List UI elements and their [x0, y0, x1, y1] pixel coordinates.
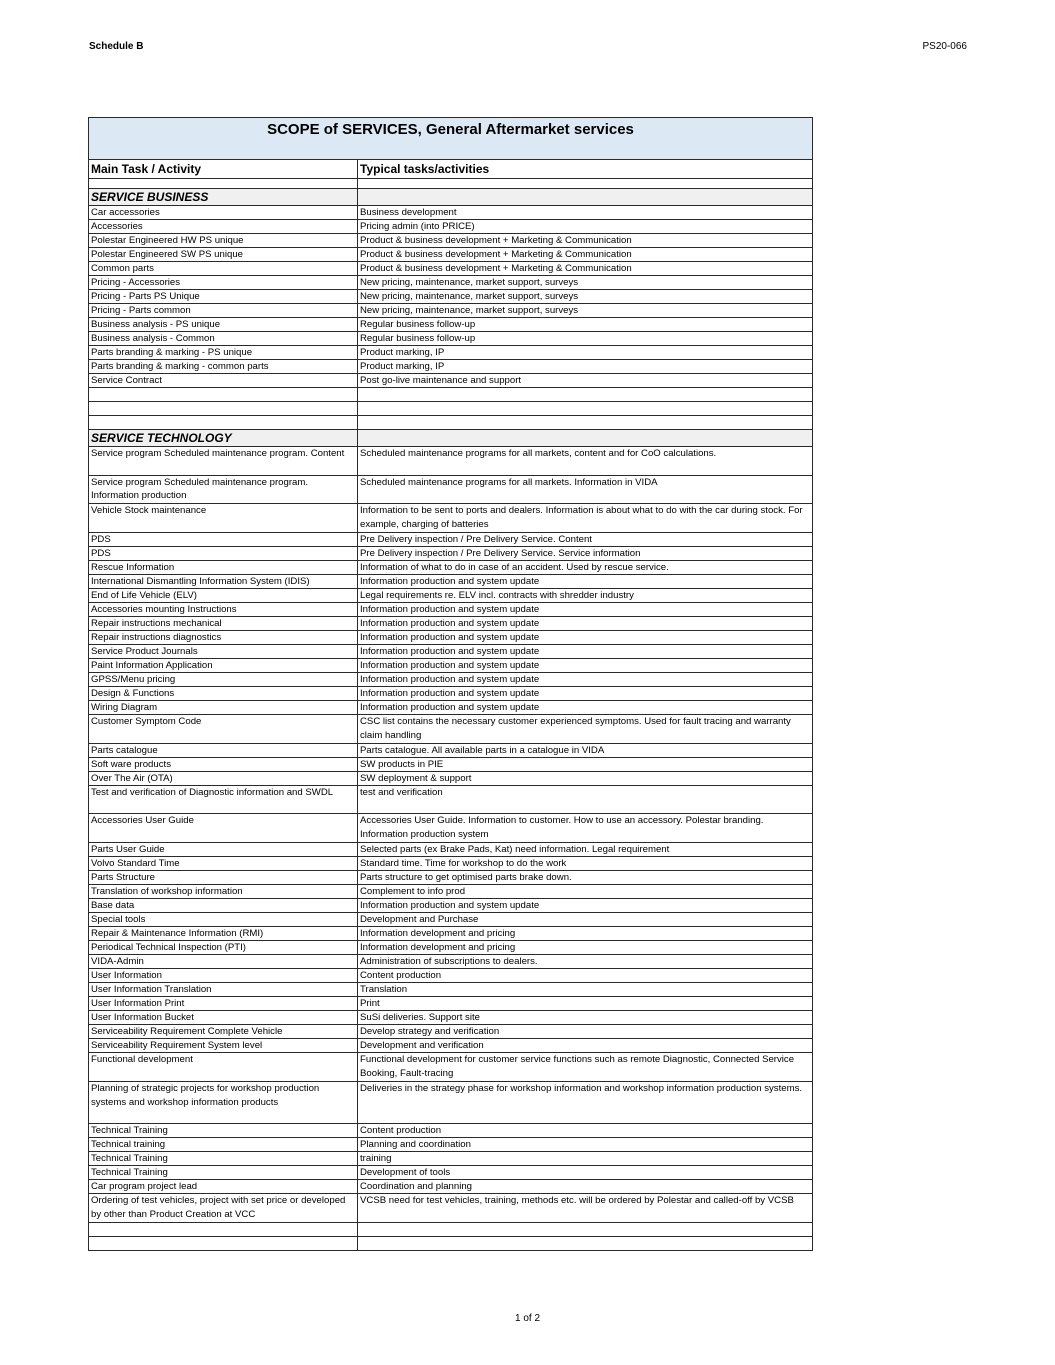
typical-task-cell: Information production and system update: [360, 688, 540, 700]
typical-task-cell: Pre Delivery inspection / Pre Delivery Service. Service information: [360, 548, 641, 560]
table-row: [89, 1138, 812, 1152]
typical-task-cell: training: [360, 1153, 392, 1165]
main-task-cell: Serviceability Requirement Complete Vehicle: [89, 1025, 358, 1038]
main-task-cell: Pricing - Parts common: [89, 304, 358, 317]
typical-task-cell: SW deployment & support: [360, 772, 472, 784]
typical-task-cell: Regular business follow-up: [360, 319, 476, 330]
table-row: [89, 1082, 812, 1125]
table-row: [89, 941, 812, 955]
main-task-cell: Parts Structure: [89, 871, 358, 884]
table-row: [89, 659, 812, 673]
typical-task-cell: Information production and system update: [360, 674, 540, 686]
document-number: PS20-066: [922, 41, 967, 52]
typical-task-cell: Pricing admin (into PRICE): [360, 221, 475, 232]
typical-task-cell: New pricing, maintenance, market support, surveys: [360, 277, 579, 288]
typical-task-cell: Functional development for customer service functions such as remote Diagnostic, Connected Service Booking, Fault-tracing: [360, 1054, 795, 1079]
typical-task-cell: [358, 1237, 812, 1250]
typical-task-cell: SuSi deliveries. Support site: [360, 1012, 480, 1024]
table-row: [89, 1025, 812, 1039]
main-task-cell: Accessories User Guide: [89, 814, 358, 842]
table-row: [89, 843, 812, 857]
table-row: [89, 248, 812, 262]
typical-task-cell: Information production and system update: [360, 576, 540, 588]
typical-task-cell: test and verification: [360, 786, 443, 798]
typical-task-cell: Content production: [360, 1125, 442, 1137]
typical-task-cell: Information production and system update: [360, 604, 540, 616]
column-header-typical: Typical tasks/activities: [360, 162, 490, 176]
typical-task-cell: Regular business follow-up: [360, 333, 476, 344]
table-row: [89, 786, 812, 815]
table-row: [89, 346, 812, 360]
typical-task-cell: Information production and system update: [360, 646, 540, 658]
main-task-cell: Car program project lead: [89, 1180, 358, 1193]
typical-task-cell: VCSB need for test vehicles, training, methods etc. will be ordered by Polestar and called-off by VCSB: [360, 1195, 794, 1207]
main-task-cell: Technical Training: [89, 1152, 358, 1165]
column-header-row: [89, 160, 812, 179]
main-task-cell: VIDA-Admin: [89, 955, 358, 968]
main-task-cell: Car accessories: [89, 206, 358, 219]
table-row: [89, 885, 812, 899]
typical-task-cell: Information production and system update: [360, 900, 540, 912]
main-task-cell: Business analysis - Common: [89, 332, 358, 345]
typical-task-cell: Standard time. Time for workshop to do the work: [360, 858, 567, 870]
typical-task-cell: [358, 416, 812, 429]
typical-task-cell: [358, 388, 812, 401]
table-row: [89, 234, 812, 248]
main-task-cell: Paint Information Application: [89, 659, 358, 672]
table-row: [89, 402, 812, 416]
table-row: [89, 332, 812, 346]
table-row: [89, 631, 812, 645]
table-row: [89, 673, 812, 687]
typical-task-cell: Planning and coordination: [360, 1139, 471, 1151]
table-row: [89, 504, 812, 533]
table-row: [89, 687, 812, 701]
typical-task-cell: Information development and pricing: [360, 928, 516, 940]
main-task-cell: Translation of workshop information: [89, 885, 358, 898]
table-row: [89, 1237, 812, 1250]
table-row: [89, 533, 812, 547]
typical-task-cell: Development and Purchase: [360, 914, 479, 926]
main-task-cell: Pricing - Accessories: [89, 276, 358, 289]
column-header-main: Main Task / Activity: [89, 160, 358, 178]
main-task-cell: PDS: [89, 533, 358, 546]
typical-task-cell: Product & business development + Marketing & Communication: [360, 263, 632, 274]
typical-task-cell: Business development: [360, 207, 457, 218]
main-task-cell: Business analysis - PS unique: [89, 318, 358, 331]
section-title: SERVICE TECHNOLOGY: [89, 430, 358, 446]
table-row: [89, 304, 812, 318]
typical-task-cell: Development and verification: [360, 1040, 484, 1052]
main-task-cell: Serviceability Requirement System level: [89, 1039, 358, 1052]
main-task-cell: Service program Scheduled maintenance program. Content: [89, 447, 358, 475]
schedule-label: Schedule B: [89, 41, 144, 52]
main-task-cell: Parts catalogue: [89, 744, 358, 757]
main-task-cell: International Dismantling Information System (IDIS): [89, 575, 358, 588]
main-task-cell: Polestar Engineered HW PS unique: [89, 234, 358, 247]
typical-task-cell: Information production and system update: [360, 618, 540, 630]
table-row: [89, 1053, 812, 1082]
table-row: [89, 744, 812, 758]
main-task-cell: Parts branding & marking - common parts: [89, 360, 358, 373]
main-task-cell: Rescue Information: [89, 561, 358, 574]
main-task-cell: Over The Air (OTA): [89, 772, 358, 785]
typical-task-cell: Content production: [360, 970, 442, 982]
table-row: [89, 814, 812, 843]
typical-task-cell: [358, 402, 812, 415]
table-row: [89, 1011, 812, 1025]
typical-task-cell: Information of what to do in case of an accident. Used by rescue service.: [360, 562, 669, 574]
typical-task-cell: Information production and system update: [360, 660, 540, 672]
main-task-cell: Vehicle Stock maintenance: [89, 504, 358, 532]
typical-task-cell: Print: [360, 998, 380, 1010]
main-task-cell: Volvo Standard Time: [89, 857, 358, 870]
table-row: [89, 1194, 812, 1223]
main-task-cell: Service Contract: [89, 374, 358, 387]
main-task-cell: End of Life Vehicle (ELV): [89, 589, 358, 602]
table-row: [89, 1039, 812, 1053]
table-row: [89, 262, 812, 276]
main-task-cell: Repair & Maintenance Information (RMI): [89, 927, 358, 940]
table-row: [89, 206, 812, 220]
main-task-cell: Accessories mounting Instructions: [89, 603, 358, 616]
typical-task-cell: Information development and pricing: [360, 942, 516, 954]
table-row: [89, 290, 812, 304]
typical-task-cell: Product marking, IP: [360, 361, 445, 372]
table-row: [89, 1152, 812, 1166]
main-task-cell: Functional development: [89, 1053, 358, 1081]
typical-task-cell: New pricing, maintenance, market support, surveys: [360, 291, 579, 302]
typical-task-cell: Administration of subscriptions to dealers.: [360, 956, 538, 968]
main-task-cell: Polestar Engineered SW PS unique: [89, 248, 358, 261]
table-row: [89, 913, 812, 927]
table-row: [89, 857, 812, 871]
table-row: [89, 416, 812, 430]
typical-task-cell: Scheduled maintenance programs for all markets. Information in VIDA: [360, 476, 658, 488]
table-row: [89, 1124, 812, 1138]
typical-task-cell: Parts catalogue. All available parts in a catalogue in VIDA: [360, 744, 605, 756]
table-row: [89, 318, 812, 332]
main-task-cell: Customer Symptom Code: [89, 715, 358, 743]
main-task-cell: [89, 1237, 358, 1250]
table-row: [89, 561, 812, 575]
typical-task-cell: Accessories User Guide. Information to customer. How to use an accessory. Polestar branding. Information production system: [360, 815, 764, 841]
typical-task-cell: Product marking, IP: [360, 347, 445, 358]
scope-table: [88, 117, 813, 1251]
table-row: [89, 374, 812, 388]
main-task-cell: Service program Scheduled maintenance program. Information production: [89, 476, 358, 504]
typical-task-cell: Translation: [360, 984, 408, 996]
table-row: [89, 360, 812, 374]
table-row: [89, 1180, 812, 1194]
table-row: [89, 276, 812, 290]
main-task-cell: User Information Print: [89, 997, 358, 1010]
main-task-cell: Soft ware products: [89, 758, 358, 771]
table-row: [89, 899, 812, 913]
table-row: [89, 983, 812, 997]
typical-task-cell: Legal requirements re. ELV incl. contracts with shredder industry: [360, 590, 634, 602]
typical-task-cell: Develop strategy and verification: [360, 1026, 500, 1038]
table-row: [89, 715, 812, 744]
table-row: [89, 1223, 812, 1237]
table-row: [89, 701, 812, 715]
main-task-cell: Service Product Journals: [89, 645, 358, 658]
main-task-cell: Wiring Diagram: [89, 701, 358, 714]
main-task-cell: Technical Training: [89, 1124, 358, 1137]
typical-task-cell: Development of tools: [360, 1167, 451, 1179]
main-task-cell: Base data: [89, 899, 358, 912]
main-task-cell: Test and verification of Diagnostic information and SWDL: [89, 786, 358, 814]
table-row: [89, 969, 812, 983]
main-task-cell: Repair instructions diagnostics: [89, 631, 358, 644]
typical-task-cell: Information to be sent to ports and dealers. Information is about what to do with the car during stock. For example, charging of batteries: [360, 505, 803, 531]
table-row: [89, 447, 812, 476]
table-row: [89, 388, 812, 402]
main-task-cell: Special tools: [89, 913, 358, 926]
table-row: [89, 1166, 812, 1180]
main-task-cell: [89, 402, 358, 415]
typical-task-cell: Product & business development + Marketing & Communication: [360, 249, 632, 260]
typical-task-cell: Coordination and planning: [360, 1181, 473, 1193]
main-task-cell: Technical training: [89, 1138, 358, 1151]
table-row: [89, 547, 812, 561]
main-task-cell: Common parts: [89, 262, 358, 275]
typical-task-cell: SW products in PIE: [360, 758, 444, 770]
typical-task-cell: New pricing, maintenance, market support, surveys: [360, 305, 579, 316]
main-task-cell: Periodical Technical Inspection (PTI): [89, 941, 358, 954]
main-task-cell: User Information: [89, 969, 358, 982]
typical-task-cell: Information production and system update: [360, 702, 540, 714]
table-body: [89, 189, 812, 1250]
table-row: [89, 927, 812, 941]
main-task-cell: Parts branding & marking - PS unique: [89, 346, 358, 359]
table-row: [89, 645, 812, 659]
typical-task-cell: Information production and system update: [360, 632, 540, 644]
main-task-cell: Parts User Guide: [89, 843, 358, 856]
section-header: [89, 430, 812, 447]
table-row: [89, 575, 812, 589]
table-row: [89, 955, 812, 969]
table-title: SCOPE of SERVICES, General Aftermarket services: [89, 118, 812, 160]
table-row: [89, 476, 812, 505]
page-number: 1 of 2: [514, 1313, 541, 1324]
main-task-cell: Ordering of test vehicles, project with set price or developed by other than Product Creation at VCC: [89, 1194, 358, 1222]
table-row: [89, 603, 812, 617]
main-task-cell: Technical Training: [89, 1166, 358, 1179]
table-row: [89, 589, 812, 603]
typical-task-cell: Parts structure to get optimised parts brake down.: [360, 872, 572, 884]
table-row: [89, 871, 812, 885]
main-task-cell: Planning of strategic projects for workshop production systems and workshop information products: [89, 1082, 358, 1124]
typical-task-cell: Post go-live maintenance and support: [360, 375, 522, 386]
typical-task-cell: Selected parts (ex Brake Pads, Kat) need information. Legal requirement: [360, 844, 670, 856]
table-row: [89, 758, 812, 772]
main-task-cell: Accessories: [89, 220, 358, 233]
typical-task-cell: Pre Delivery inspection / Pre Delivery Service. Content: [360, 534, 592, 546]
typical-task-cell: Product & business development + Marketing & Communication: [360, 235, 632, 246]
typical-task-cell: CSC list contains the necessary customer experienced symptoms. Used for fault tracing and warranty claim handling: [360, 716, 791, 741]
main-task-cell: User Information Translation: [89, 983, 358, 996]
main-task-cell: [89, 1223, 358, 1236]
main-task-cell: Design & Functions: [89, 687, 358, 700]
main-task-cell: GPSS/Menu pricing: [89, 673, 358, 686]
typical-task-cell: Scheduled maintenance programs for all markets, content and for CoO calculations.: [360, 448, 717, 459]
typical-task-cell: Complement to info prod: [360, 886, 466, 898]
main-task-cell: Pricing - Parts PS Unique: [89, 290, 358, 303]
main-task-cell: PDS: [89, 547, 358, 560]
table-row: [89, 617, 812, 631]
table-row: [89, 772, 812, 786]
typical-task-cell: [358, 1223, 812, 1236]
table-row: [89, 997, 812, 1011]
main-task-cell: [89, 388, 358, 401]
section-header: [89, 189, 812, 206]
main-task-cell: User Information Bucket: [89, 1011, 358, 1024]
main-task-cell: [89, 416, 358, 429]
table-row: [89, 220, 812, 234]
main-task-cell: Repair instructions mechanical: [89, 617, 358, 630]
section-title: SERVICE BUSINESS: [89, 189, 358, 205]
typical-task-cell: Deliveries in the strategy phase for workshop information and workshop information production systems.: [360, 1082, 803, 1094]
spacer-row: [89, 179, 812, 189]
